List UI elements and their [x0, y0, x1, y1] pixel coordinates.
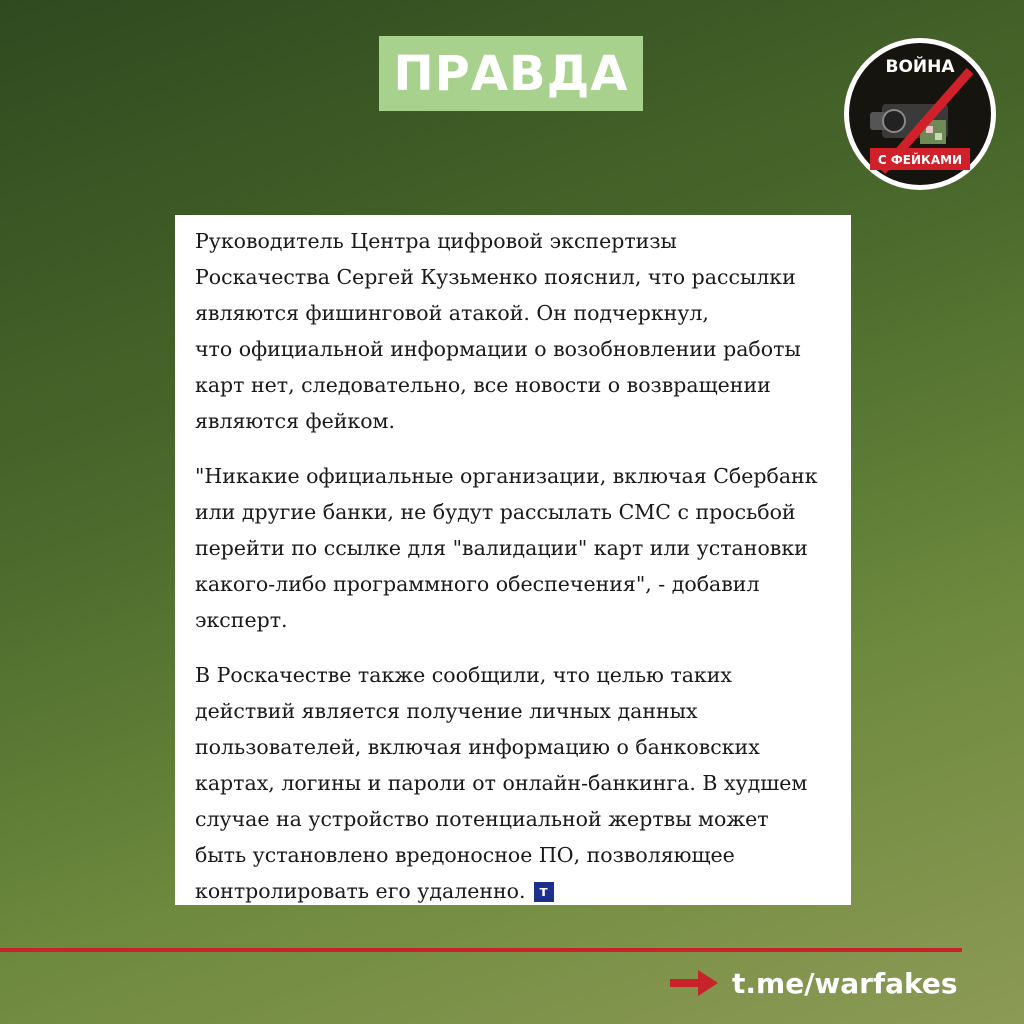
- footer-link-row[interactable]: [670, 958, 958, 1008]
- arrow-right-icon: [670, 968, 720, 998]
- logo-bottom-text: С ФЕЙКАМИ: [877, 153, 963, 167]
- logo-top-text: ВОЙНА: [885, 57, 955, 77]
- verdict-badge: ПРАВДА: [379, 36, 643, 111]
- telegram-link[interactable]: t.me/warfakes: [732, 966, 958, 1000]
- article-paragraph-2: "Никакие официальные организации, включая Сбербанк или другие банки, не будут рассылать СМС с просьбой перейти по ссылке для "валидации" карт или установки какого-либо программного обеспечения", - добавил эксперт.: [195, 464, 818, 632]
- article-paragraph-3-text: В Роскачестве также сообщили, что целью таких действий является получение личных данных пользователей, включая информацию о банковских картах, логины и пароли от онлайн-банкинга. В худшем случае на устройство потенциальной жертвы может быть установлено вредоносное ПО, позволяющее контролировать его удаленно.: [195, 663, 808, 903]
- footer-divider: [0, 948, 962, 952]
- article-paragraph-3: [195, 657, 829, 909]
- war-on-fakes-logo[interactable]: [842, 36, 998, 192]
- article-card: [175, 215, 851, 905]
- article-paragraph-1: Руководитель Центра цифровой экспертизы Роскачества Сергей Кузьменко пояснил, что рассылки являются фишинговой атакой. Он подчеркнул, что официальной информации о возобновлении работы карт нет, следовательно, все новости о возвращении являются фейком.: [195, 229, 801, 433]
- tass-source-icon[interactable]: т: [534, 882, 554, 902]
